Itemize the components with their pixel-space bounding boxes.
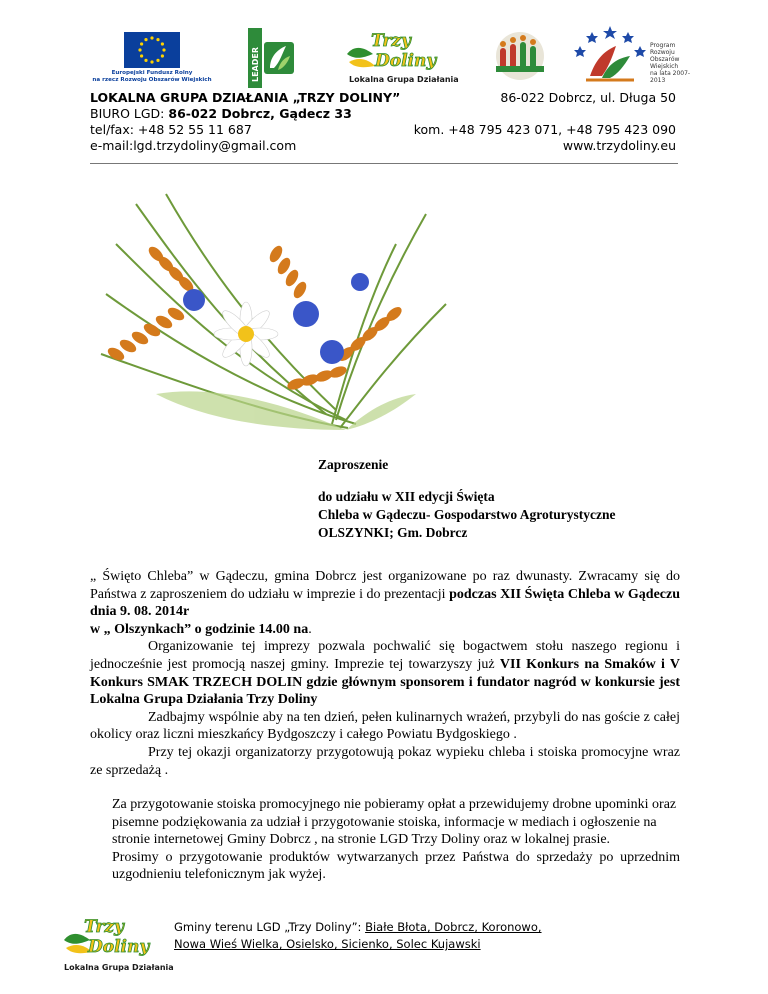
footer-line-2: Nowa Wieś Wielka, Osielsko, Sicienko, Solec Kujawski: [174, 937, 481, 951]
tel-fax: tel/fax: +48 52 55 11 687: [90, 122, 252, 137]
daisy-icon: [214, 302, 278, 366]
office-value: 86-022 Dobrcz, Gądecz 33: [168, 106, 352, 121]
leader-people-logo: [490, 30, 550, 82]
footer-wordmark: Trzy: [84, 917, 124, 937]
footer-wordmark-2: Doliny: [88, 937, 150, 957]
footer-prefix: Gminy terenu LGD „Trzy Doliny”:: [174, 920, 366, 934]
prow-line5: na lata 2007-2013: [650, 70, 691, 84]
prow-caption: [650, 42, 692, 84]
email-address[interactable]: e-mail:lgd.trzydoliny@gmail.com: [90, 138, 297, 153]
prow-line4: Wiejskich: [650, 63, 679, 70]
eu-caption-line2: na rzecz Rozwoju Obszarów Wiejskich: [92, 77, 212, 83]
website-link[interactable]: www.trzydoliny.eu: [562, 138, 676, 153]
intro-text: „ Święto Chleba” w Gądeczu, gmina Dobrcz jest organizowane po raz dwunasty. Zwracamy się do Państwa z zaproszeniem do udziału w imprezie i do prezentacji: [90, 569, 680, 602]
paragraph-guests: Zadbajmy wspólnie aby na ten dzień, pełen kulinarnych wrażeń, przybyli do nas goście z całej okolicy oraz liczni mieszkańcy Bydgoszczy i całego Powiatu Bydgoskiego .: [90, 709, 680, 743]
contest-text: Organizowanie tej imprezy pozwala pochwalić się bogactwem stołu naszego regionu i jednocześnie jest promocją naszej gminy. Imprezie tej towarzyszy już: [90, 639, 680, 672]
footer-lgd: Lokalna Grupa Działania: [64, 963, 174, 972]
intro-period: .: [308, 621, 312, 637]
invitation-body-2: [90, 796, 680, 884]
eu-logo: [92, 28, 212, 88]
prow-line3: Obszarów: [650, 56, 680, 63]
org-name: LOKALNA GRUPA DZIAŁANIA „TRZY DOLINY”: [90, 90, 401, 105]
paragraph-products: Prosimy o przygotowanie produktów wytwarzanych przez Państwa do sprzedaży po uprzednim uzgodnieniu telefonicznym jak wyżej.: [112, 849, 680, 883]
prow-line1: Program: [650, 42, 676, 49]
event-date: podczas XII Święta Chleba w Gądeczu dnia 9. 08. 2014r: [90, 586, 680, 620]
paragraph-contest: [90, 638, 680, 708]
footer-municipalities: [174, 919, 542, 953]
eu-caption-line1: Europejski Fundusz Rolny: [111, 70, 193, 76]
trzy-doliny-lgd: Lokalna Grupa Działania: [349, 75, 459, 84]
office-address: [90, 106, 352, 122]
invitation-title: Zaproszenie: [318, 457, 389, 472]
office-label: BIURO LGD:: [90, 106, 169, 121]
invitation-line-2: Chleba w Gądeczu- Gospodarstwo Agroturystyczne: [318, 507, 616, 522]
leader-logo: [248, 28, 296, 88]
trzy-doliny-wordmark: Trzy: [371, 31, 411, 51]
trzy-doliny-logo: [345, 24, 459, 88]
mobile-phones: kom. +48 795 423 071, +48 795 423 090: [413, 122, 676, 137]
prow-line2: Rozwoju: [650, 49, 675, 56]
trzy-doliny-footer-logo: [62, 910, 174, 976]
footer-gminy-1: Białe Błota, Dobrcz, Koronowo,: [365, 920, 542, 934]
prow-logo: [572, 24, 692, 82]
cornflower-icon: [183, 273, 369, 364]
event-place-time: w „ Olszynkach” o godzinie 14.00 na: [90, 621, 309, 637]
leader-logo-text: LEADER: [251, 46, 260, 82]
stand-text: Za przygotowanie stoiska promocyjnego nie pobieramy opłat a przewidujemy drobne upominki oraz pisemne podziękowania za udział i przygotowanie stoiska, informacje w mediach i ogłoszenie na stronie internetowej Gminy Dobrcz , na stronie LGD Trzy Doliny oraz w lokalnej prasie.: [112, 797, 677, 848]
street-address: 86-022 Dobrcz, ul. Długa 50: [500, 90, 676, 105]
contest-bold: VII Konkurs na Smaków i V Konkurs SMAK TRZECH DOLIN gdzie głównym sponsorem i fundator nagród w konkursie jest Lokalna Grupa Działania Trzy Doliny: [90, 656, 681, 708]
footer-line-1: [174, 919, 542, 936]
invitation-line-3: OLSZYNKI; Gm. Dobrcz: [318, 525, 468, 540]
invitation-body: [90, 568, 680, 779]
eu-flag-icon: [124, 32, 180, 68]
paragraph-stand: [90, 796, 680, 849]
trzy-doliny-wordmark-2: Doliny: [375, 51, 437, 71]
eu-caption: [92, 70, 212, 84]
invitation-line-1: do udziału w XII edycji Święta: [318, 489, 495, 504]
wheat-flowers-illustration: [96, 184, 456, 440]
header-divider: [90, 163, 678, 164]
paragraph-baking: Przy tej okazji organizatorzy przygotowują pokaz wypieku chleba i stoiska promocyjne wraz ze sprzedażą .: [90, 744, 680, 778]
paragraph-intro: [90, 568, 680, 638]
